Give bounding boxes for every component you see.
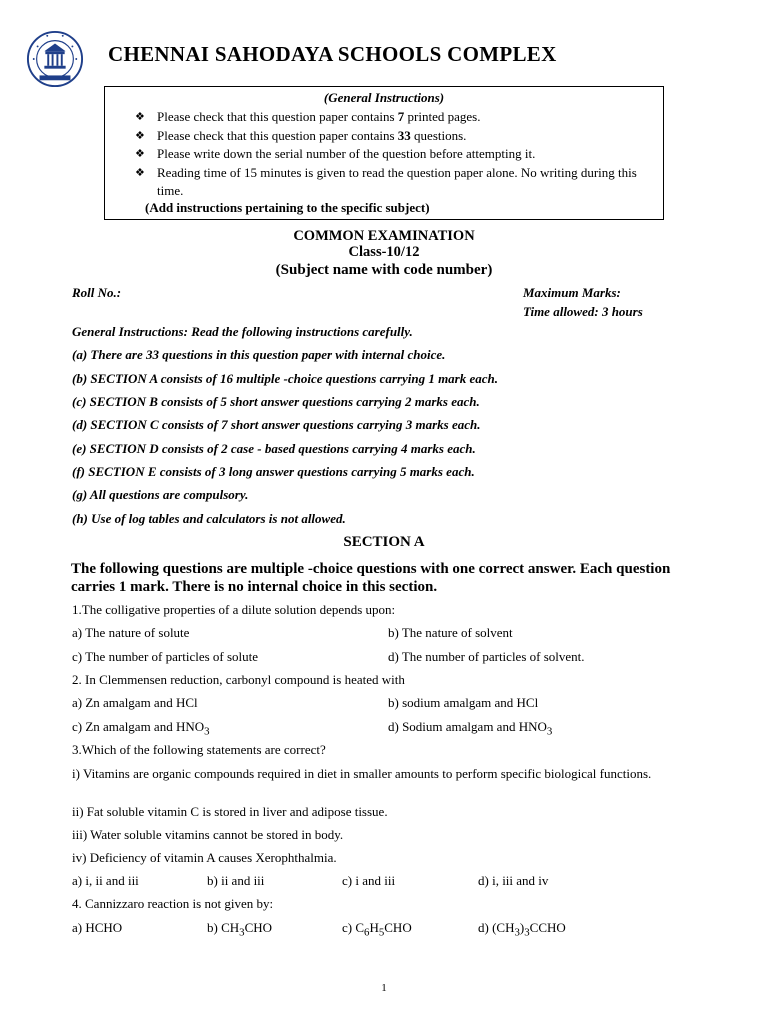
roll-number-label: Roll No.:	[72, 285, 122, 300]
question-3-option-d: d) i, iii and iv	[478, 873, 549, 888]
instruction-item: (c) SECTION B consists of 5 short answer questions carrying 2 marks each.	[72, 394, 480, 409]
exam-class: Class-10/12	[348, 244, 420, 260]
general-instructions-title: (General Instructions)	[323, 90, 445, 105]
general-instructions-list	[135, 108, 655, 201]
header	[26, 28, 746, 86]
question-1-option-c: c) The number of particles of solute	[72, 649, 259, 664]
question-3-statement-2: ii) Fat soluble vitamin C is stored in liver and adipose tissue.	[72, 804, 388, 819]
instruction-item: (h) Use of log tables and calculators is not allowed.	[72, 511, 346, 526]
question-2-option-b: b) sodium amalgam and HCl	[388, 695, 539, 710]
question-4-option-c: c) $C_6H_5CHO$	[342, 920, 412, 939]
question-2-option-c: c) Zn amalgam and $HNO_3$	[72, 719, 210, 738]
instruction-item: (g) All questions are compulsory.	[72, 487, 249, 502]
question-3-option-a: a) i, ii and iii	[72, 873, 139, 888]
general-instruction-item: ❖ Reading time of 15 minutes is given to read the question paper alone. No writing during this time.	[135, 164, 637, 198]
instruction-item: (b) SECTION A consists of 16 multiple -choice questions carrying 1 mark each.	[72, 371, 499, 386]
question-1-option-d: d) The number of particles of solvent.	[388, 649, 585, 664]
question-4-text: 4. Cannizzaro reaction is not given by:	[72, 896, 274, 911]
question-4-option-d: d) $(CH_3)_3CCHO$	[478, 920, 566, 939]
diamond-bullet-icon: ❖	[135, 129, 145, 142]
subject-instructions-note: (Add instructions pertaining to the specific subject)	[145, 200, 430, 215]
general-instruction-item: ❖ Please check that this question paper contains 33 questions.	[135, 127, 655, 146]
question-4-option-b: b) $CH_3CHO$	[207, 920, 273, 939]
instruction-item: (e) SECTION D consists of 2 case - based questions carrying 4 marks each.	[72, 441, 476, 456]
question-3-option-b: b) ii and iii	[207, 873, 265, 888]
question-3-statement-1: i) Vitamins are organic compounds required in diet in smaller amounts to perform specific biological functions.	[72, 766, 652, 781]
exam-title: COMMON EXAMINATION	[293, 228, 475, 244]
general-instruction-item: ❖ Please write down the serial number of the question before attempting it.	[135, 145, 655, 164]
time-allowed-label: Time allowed: 3 hours	[523, 304, 643, 319]
school-name: CHENNAI SAHODAYA SCHOOLS COMPLEX	[108, 42, 557, 66]
question-4-option-a: a) HCHO	[72, 920, 123, 935]
instruction-item: (a) There are 33 questions in this question paper with internal choice.	[72, 347, 446, 362]
exam-subject: (Subject name with code number)	[275, 262, 493, 278]
instruction-item: (f) SECTION E consists of 3 long answer questions carrying 5 marks each.	[72, 464, 475, 479]
diamond-bullet-icon: ❖	[135, 166, 145, 179]
question-2-option-d: d) Sodium amalgam and $HNO_3$	[388, 719, 553, 738]
instruction-item: (d) SECTION C consists of 7 short answer questions carrying 3 marks each.	[72, 417, 481, 432]
maximum-marks-label: Maximum Marks:	[523, 285, 621, 300]
diamond-bullet-icon: ❖	[135, 148, 145, 160]
section-a-intro: The following questions are multiple -choice questions with one correct answer. Each question carries 1 mark. There is no internal choice in this section.	[71, 561, 671, 595]
page-number: 1	[381, 982, 387, 994]
question-1-text: 1.The colligative properties of a dilute solution depends upon:	[72, 602, 396, 617]
question-3-statement-4: iv) Deficiency of vitamin A causes Xerophthalmia.	[72, 850, 337, 865]
question-3-statement-3: iii) Water soluble vitamins cannot be stored in body.	[72, 827, 344, 842]
question-3-text: 3.Which of the following statements are correct?	[72, 742, 326, 757]
question-2-text: 2. In Clemmensen reduction, carbonyl compound is heated with	[72, 672, 405, 687]
general-instruction-item: ❖ Please check that this question paper contains 7 printed pages.	[135, 108, 655, 127]
question-3-option-c: c) i and iii	[342, 873, 396, 888]
school-logo-icon	[26, 30, 84, 88]
question-1-option-a: a) The nature of solute	[72, 625, 190, 640]
section-a-title: SECTION A	[343, 534, 425, 550]
instructions-heading: General Instructions: Read the following instructions carefully.	[72, 324, 413, 339]
general-instructions-box	[104, 86, 664, 220]
question-2-option-a: a) Zn amalgam and HCl	[72, 695, 198, 710]
question-1-option-b: b) The nature of solvent	[388, 625, 513, 640]
diamond-bullet-icon: ❖	[135, 111, 145, 123]
